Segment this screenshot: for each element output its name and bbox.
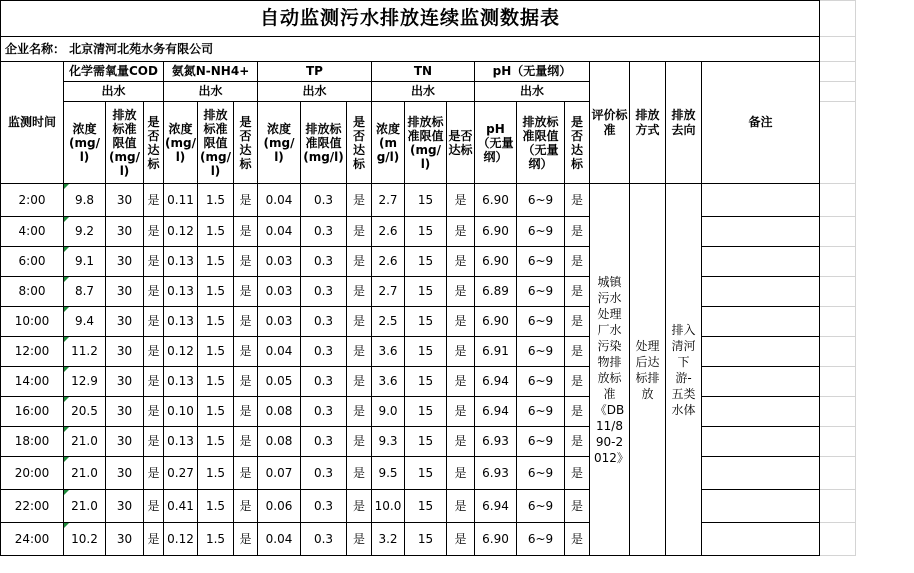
tn-limit-cell[interactable]: 15 bbox=[405, 307, 447, 337]
tp-comply-cell[interactable]: 是 bbox=[347, 457, 372, 490]
nh4-comply-cell[interactable]: 是 bbox=[234, 184, 258, 217]
remarks-cell[interactable] bbox=[702, 337, 820, 367]
tp-comply-cell[interactable]: 是 bbox=[347, 490, 372, 523]
cod-conc-cell[interactable]: 9.4 bbox=[64, 307, 106, 337]
subheader-nh4-comply: 是否达标 bbox=[234, 102, 258, 184]
table-row bbox=[1, 337, 856, 367]
tp-comply-cell[interactable]: 是 bbox=[347, 523, 372, 556]
cod-comply-cell[interactable]: 是 bbox=[144, 307, 164, 337]
tp-comply-cell[interactable]: 是 bbox=[347, 247, 372, 277]
outflow-label-tn: 出水 bbox=[372, 82, 475, 102]
nh4-comply-cell[interactable]: 是 bbox=[234, 337, 258, 367]
time-cell[interactable]: 24:00 bbox=[1, 523, 64, 556]
nh4-limit-cell[interactable]: 1.5 bbox=[198, 523, 234, 556]
tp-conc-cell[interactable]: 0.08 bbox=[258, 427, 301, 457]
nh4-limit-cell[interactable]: 1.5 bbox=[198, 367, 234, 397]
cod-conc-cell[interactable]: 12.9 bbox=[64, 367, 106, 397]
ph-value-cell[interactable]: 6.90 bbox=[475, 184, 517, 217]
ph-value-cell[interactable]: 6.94 bbox=[475, 367, 517, 397]
ph-comply-cell[interactable]: 是 bbox=[565, 490, 590, 523]
ph-comply-cell[interactable]: 是 bbox=[565, 367, 590, 397]
tn-comply-cell[interactable]: 是 bbox=[447, 217, 475, 247]
nh4-limit-cell[interactable]: 1.5 bbox=[198, 427, 234, 457]
nh4-conc-cell[interactable]: 0.13 bbox=[164, 247, 198, 277]
remarks-cell[interactable] bbox=[702, 490, 820, 523]
tp-limit-cell[interactable]: 0.3 bbox=[301, 457, 347, 490]
tp-comply-cell[interactable]: 是 bbox=[347, 277, 372, 307]
remarks-cell[interactable] bbox=[702, 307, 820, 337]
tn-comply-cell[interactable]: 是 bbox=[447, 367, 475, 397]
ph-value-cell[interactable]: 6.90 bbox=[475, 307, 517, 337]
time-cell[interactable]: 10:00 bbox=[1, 307, 64, 337]
cod-comply-cell[interactable]: 是 bbox=[144, 457, 164, 490]
tp-limit-cell[interactable]: 0.3 bbox=[301, 307, 347, 337]
table-row bbox=[1, 307, 856, 337]
nh4-conc-cell[interactable]: 0.13 bbox=[164, 427, 198, 457]
nh4-limit-cell[interactable]: 1.5 bbox=[198, 307, 234, 337]
nh4-comply-cell[interactable]: 是 bbox=[234, 277, 258, 307]
ph-limit-cell[interactable]: 6~9 bbox=[517, 523, 565, 556]
nh4-conc-cell[interactable]: 0.12 bbox=[164, 217, 198, 247]
ph-limit-cell[interactable]: 6~9 bbox=[517, 427, 565, 457]
grid-cell[interactable] bbox=[820, 277, 856, 307]
grid-cell[interactable] bbox=[820, 457, 856, 490]
tn-limit-cell[interactable]: 15 bbox=[405, 490, 447, 523]
company-name: 企业名称： 北京清河北苑水务有限公司 bbox=[1, 37, 820, 62]
tn-limit-cell[interactable]: 15 bbox=[405, 337, 447, 367]
tn-conc-cell[interactable]: 3.2 bbox=[372, 523, 405, 556]
tn-limit-cell[interactable]: 15 bbox=[405, 397, 447, 427]
tp-conc-cell[interactable]: 0.06 bbox=[258, 490, 301, 523]
cod-limit-cell[interactable]: 30 bbox=[106, 427, 144, 457]
ph-limit-cell[interactable]: 6~9 bbox=[517, 367, 565, 397]
cod-comply-cell[interactable]: 是 bbox=[144, 217, 164, 247]
tp-conc-cell[interactable]: 0.03 bbox=[258, 277, 301, 307]
time-cell[interactable]: 6:00 bbox=[1, 247, 64, 277]
grid-cell[interactable] bbox=[820, 37, 856, 62]
time-cell[interactable]: 18:00 bbox=[1, 427, 64, 457]
ph-comply-cell[interactable]: 是 bbox=[565, 247, 590, 277]
tp-limit-cell[interactable]: 0.3 bbox=[301, 277, 347, 307]
subheader-cod-limit: 排放标准限值(mg/l) bbox=[106, 102, 144, 184]
time-cell[interactable]: 2:00 bbox=[1, 184, 64, 217]
cod-conc-cell[interactable]: 8.7 bbox=[64, 277, 106, 307]
tp-limit-cell[interactable]: 0.3 bbox=[301, 397, 347, 427]
tn-limit-cell[interactable]: 15 bbox=[405, 184, 447, 217]
remarks-cell[interactable] bbox=[702, 247, 820, 277]
nh4-limit-cell[interactable]: 1.5 bbox=[198, 217, 234, 247]
cod-limit-cell[interactable]: 30 bbox=[106, 523, 144, 556]
ph-value-cell[interactable]: 6.93 bbox=[475, 427, 517, 457]
tn-comply-cell[interactable]: 是 bbox=[447, 247, 475, 277]
grid-cell[interactable] bbox=[820, 247, 856, 277]
ph-limit-cell[interactable]: 6~9 bbox=[517, 457, 565, 490]
cod-limit-cell[interactable]: 30 bbox=[106, 367, 144, 397]
cod-conc-cell[interactable]: 11.2 bbox=[64, 337, 106, 367]
tn-conc-cell[interactable]: 3.6 bbox=[372, 337, 405, 367]
time-cell[interactable]: 14:00 bbox=[1, 367, 64, 397]
grid-cell[interactable] bbox=[820, 184, 856, 217]
cod-conc-cell[interactable]: 9.2 bbox=[64, 217, 106, 247]
page-title: 自动监测污水排放连续监测数据表 bbox=[1, 1, 820, 37]
ph-value-cell[interactable]: 6.90 bbox=[475, 247, 517, 277]
grid-cell[interactable] bbox=[820, 490, 856, 523]
table-row bbox=[1, 427, 856, 457]
header-remarks: 备注 bbox=[702, 62, 820, 184]
table-row bbox=[1, 184, 856, 217]
tp-limit-cell[interactable]: 0.3 bbox=[301, 217, 347, 247]
tn-limit-cell[interactable]: 15 bbox=[405, 217, 447, 247]
time-cell[interactable]: 4:00 bbox=[1, 217, 64, 247]
ph-limit-cell[interactable]: 6~9 bbox=[517, 337, 565, 367]
cod-comply-cell[interactable]: 是 bbox=[144, 337, 164, 367]
remarks-cell[interactable] bbox=[702, 427, 820, 457]
grid-cell[interactable] bbox=[820, 523, 856, 556]
table-row bbox=[1, 457, 856, 490]
remarks-cell[interactable] bbox=[702, 277, 820, 307]
nh4-limit-cell[interactable]: 1.5 bbox=[198, 277, 234, 307]
time-cell[interactable]: 20:00 bbox=[1, 457, 64, 490]
ph-comply-cell[interactable]: 是 bbox=[565, 427, 590, 457]
cod-conc-cell[interactable]: 21.0 bbox=[64, 427, 106, 457]
tp-comply-cell[interactable]: 是 bbox=[347, 427, 372, 457]
nh4-conc-cell[interactable]: 0.41 bbox=[164, 490, 198, 523]
tn-conc-cell[interactable]: 2.5 bbox=[372, 307, 405, 337]
ph-comply-cell[interactable]: 是 bbox=[565, 457, 590, 490]
subheader-tp-limit: 排放标准限值(mg/l) bbox=[301, 102, 347, 184]
tn-limit-cell[interactable]: 15 bbox=[405, 277, 447, 307]
header-nh4: 氨氮N-NH4+ bbox=[164, 62, 258, 82]
time-cell[interactable]: 8:00 bbox=[1, 277, 64, 307]
nh4-conc-cell[interactable]: 0.11 bbox=[164, 184, 198, 217]
discharge-to-cell[interactable]: 排入清河下游-五类水体 bbox=[666, 184, 702, 556]
nh4-limit-cell[interactable]: 1.5 bbox=[198, 457, 234, 490]
tn-comply-cell[interactable]: 是 bbox=[447, 184, 475, 217]
outflow-label-tp: 出水 bbox=[258, 82, 372, 102]
subheader-tn-limit: 排放标准限值(mg/l) bbox=[405, 102, 447, 184]
tp-conc-cell[interactable]: 0.04 bbox=[258, 217, 301, 247]
remarks-cell[interactable] bbox=[702, 457, 820, 490]
cod-limit-cell[interactable]: 30 bbox=[106, 337, 144, 367]
outflow-label-ph: 出水 bbox=[475, 82, 590, 102]
nh4-comply-cell[interactable]: 是 bbox=[234, 457, 258, 490]
table-row bbox=[1, 217, 856, 247]
nh4-conc-cell[interactable]: 0.13 bbox=[164, 367, 198, 397]
subheader-tn-comply: 是否达标 bbox=[447, 102, 475, 184]
nh4-comply-cell[interactable]: 是 bbox=[234, 490, 258, 523]
tn-conc-cell[interactable]: 3.6 bbox=[372, 367, 405, 397]
cod-comply-cell[interactable]: 是 bbox=[144, 247, 164, 277]
cod-limit-cell[interactable]: 30 bbox=[106, 307, 144, 337]
nh4-conc-cell[interactable]: 0.13 bbox=[164, 307, 198, 337]
grid-cell[interactable] bbox=[820, 427, 856, 457]
tp-limit-cell[interactable]: 0.3 bbox=[301, 427, 347, 457]
time-cell[interactable]: 12:00 bbox=[1, 337, 64, 367]
tp-conc-cell[interactable]: 0.04 bbox=[258, 337, 301, 367]
cod-comply-cell[interactable]: 是 bbox=[144, 367, 164, 397]
tp-comply-cell[interactable]: 是 bbox=[347, 367, 372, 397]
ph-value-cell[interactable]: 6.90 bbox=[475, 523, 517, 556]
cod-comply-cell[interactable]: 是 bbox=[144, 523, 164, 556]
cod-comply-cell[interactable]: 是 bbox=[144, 277, 164, 307]
tp-conc-cell[interactable]: 0.03 bbox=[258, 247, 301, 277]
tn-conc-cell[interactable]: 9.0 bbox=[372, 397, 405, 427]
time-cell[interactable]: 22:00 bbox=[1, 490, 64, 523]
ph-value-cell[interactable]: 6.91 bbox=[475, 337, 517, 367]
tp-limit-cell[interactable]: 0.3 bbox=[301, 337, 347, 367]
ph-comply-cell[interactable]: 是 bbox=[565, 523, 590, 556]
subheader-nh4-conc: 浓度(mg/l) bbox=[164, 102, 198, 184]
header-discharge-to: 排放去向 bbox=[666, 62, 702, 184]
discharge-method-cell[interactable]: 处理后达标排放 bbox=[630, 184, 666, 556]
nh4-comply-cell[interactable]: 是 bbox=[234, 523, 258, 556]
nh4-conc-cell[interactable]: 0.27 bbox=[164, 457, 198, 490]
tp-comply-cell[interactable]: 是 bbox=[347, 307, 372, 337]
cod-conc-cell[interactable]: 10.2 bbox=[64, 523, 106, 556]
header-cod: 化学需氧量COD bbox=[64, 62, 164, 82]
cod-limit-cell[interactable]: 30 bbox=[106, 277, 144, 307]
grid-cell[interactable] bbox=[820, 367, 856, 397]
ph-comply-cell[interactable]: 是 bbox=[565, 307, 590, 337]
cod-limit-cell[interactable]: 30 bbox=[106, 490, 144, 523]
tp-limit-cell[interactable]: 0.3 bbox=[301, 247, 347, 277]
cod-limit-cell[interactable]: 30 bbox=[106, 457, 144, 490]
header-tp: TP bbox=[258, 62, 372, 82]
grid-cell[interactable] bbox=[820, 217, 856, 247]
cod-comply-cell[interactable]: 是 bbox=[144, 490, 164, 523]
table-row bbox=[1, 397, 856, 427]
table-row bbox=[1, 247, 856, 277]
cod-limit-cell[interactable]: 30 bbox=[106, 397, 144, 427]
outflow-label-cod: 出水 bbox=[64, 82, 164, 102]
tp-conc-cell[interactable]: 0.04 bbox=[258, 184, 301, 217]
subheader-cod-conc: 浓度(mg/l) bbox=[64, 102, 106, 184]
tn-conc-cell[interactable]: 10.0 bbox=[372, 490, 405, 523]
ph-comply-cell[interactable]: 是 bbox=[565, 337, 590, 367]
cod-comply-cell[interactable]: 是 bbox=[144, 397, 164, 427]
tn-limit-cell[interactable]: 15 bbox=[405, 367, 447, 397]
cod-conc-cell[interactable]: 20.5 bbox=[64, 397, 106, 427]
nh4-conc-cell[interactable]: 0.10 bbox=[164, 397, 198, 427]
tp-conc-cell[interactable]: 0.03 bbox=[258, 307, 301, 337]
cod-conc-cell[interactable]: 9.8 bbox=[64, 184, 106, 217]
time-cell[interactable]: 16:00 bbox=[1, 397, 64, 427]
ph-value-cell[interactable]: 6.94 bbox=[475, 490, 517, 523]
subheader-ph-comply: 是否达标 bbox=[565, 102, 590, 184]
header-eval-standard: 评价标准 bbox=[590, 62, 630, 184]
nh4-limit-cell[interactable]: 1.5 bbox=[198, 337, 234, 367]
grid-cell[interactable] bbox=[820, 62, 856, 82]
cod-conc-cell[interactable]: 9.1 bbox=[64, 247, 106, 277]
tn-conc-cell[interactable]: 2.6 bbox=[372, 247, 405, 277]
tn-comply-cell[interactable]: 是 bbox=[447, 397, 475, 427]
cod-limit-cell[interactable]: 30 bbox=[106, 217, 144, 247]
ph-value-cell[interactable]: 6.93 bbox=[475, 457, 517, 490]
table-row bbox=[1, 367, 856, 397]
header-discharge-method: 排放方式 bbox=[630, 62, 666, 184]
table-row bbox=[1, 523, 856, 556]
ph-limit-cell[interactable]: 6~9 bbox=[517, 247, 565, 277]
subheader-ph-limit: 排放标准限值（无量纲） bbox=[517, 102, 565, 184]
subheader-tp-conc: 浓度(mg/l) bbox=[258, 102, 301, 184]
grid-cell[interactable] bbox=[820, 307, 856, 337]
remarks-cell[interactable] bbox=[702, 523, 820, 556]
subheader-cod-comply: 是否达标 bbox=[144, 102, 164, 184]
subheader-tp-comply: 是否达标 bbox=[347, 102, 372, 184]
tp-comply-cell[interactable]: 是 bbox=[347, 337, 372, 367]
tn-limit-cell[interactable]: 15 bbox=[405, 427, 447, 457]
tp-conc-cell[interactable]: 0.05 bbox=[258, 367, 301, 397]
grid-cell[interactable] bbox=[820, 82, 856, 102]
nh4-limit-cell[interactable]: 1.5 bbox=[198, 184, 234, 217]
nh4-comply-cell[interactable]: 是 bbox=[234, 427, 258, 457]
table-row bbox=[1, 490, 856, 523]
tn-conc-cell[interactable]: 2.7 bbox=[372, 277, 405, 307]
nh4-comply-cell[interactable]: 是 bbox=[234, 367, 258, 397]
tn-conc-cell[interactable]: 9.5 bbox=[372, 457, 405, 490]
ph-comply-cell[interactable]: 是 bbox=[565, 184, 590, 217]
tn-comply-cell[interactable]: 是 bbox=[447, 490, 475, 523]
ph-comply-cell[interactable]: 是 bbox=[565, 217, 590, 247]
ph-value-cell[interactable]: 6.94 bbox=[475, 397, 517, 427]
subheader-tn-conc: 浓度(mg/l) bbox=[372, 102, 405, 184]
grid-cell[interactable] bbox=[820, 1, 856, 37]
outflow-label-nh4: 出水 bbox=[164, 82, 258, 102]
tn-conc-cell[interactable]: 9.3 bbox=[372, 427, 405, 457]
tp-conc-cell[interactable]: 0.04 bbox=[258, 523, 301, 556]
header-ph: pH（无量纲） bbox=[475, 62, 590, 82]
remarks-cell[interactable] bbox=[702, 217, 820, 247]
cod-comply-cell[interactable]: 是 bbox=[144, 427, 164, 457]
ph-limit-cell[interactable]: 6~9 bbox=[517, 184, 565, 217]
tn-conc-cell[interactable]: 2.7 bbox=[372, 184, 405, 217]
cod-limit-cell[interactable]: 30 bbox=[106, 247, 144, 277]
tp-conc-cell[interactable]: 0.08 bbox=[258, 397, 301, 427]
cod-limit-cell[interactable]: 30 bbox=[106, 184, 144, 217]
remarks-cell[interactable] bbox=[702, 184, 820, 217]
tn-limit-cell[interactable]: 15 bbox=[405, 523, 447, 556]
tp-limit-cell[interactable]: 0.3 bbox=[301, 490, 347, 523]
tp-comply-cell[interactable]: 是 bbox=[347, 397, 372, 427]
ph-limit-cell[interactable]: 6~9 bbox=[517, 490, 565, 523]
ph-limit-cell[interactable]: 6~9 bbox=[517, 307, 565, 337]
cod-comply-cell[interactable]: 是 bbox=[144, 184, 164, 217]
tp-comply-cell[interactable]: 是 bbox=[347, 217, 372, 247]
tn-comply-cell[interactable]: 是 bbox=[447, 427, 475, 457]
remarks-cell[interactable] bbox=[702, 397, 820, 427]
tp-limit-cell[interactable]: 0.3 bbox=[301, 367, 347, 397]
subheader-ph-value: pH（无量纲） bbox=[475, 102, 517, 184]
tn-comply-cell[interactable]: 是 bbox=[447, 457, 475, 490]
grid-cell[interactable] bbox=[820, 397, 856, 427]
tp-limit-cell[interactable]: 0.3 bbox=[301, 523, 347, 556]
tn-limit-cell[interactable]: 15 bbox=[405, 247, 447, 277]
tn-comply-cell[interactable]: 是 bbox=[447, 307, 475, 337]
nh4-comply-cell[interactable]: 是 bbox=[234, 247, 258, 277]
remarks-cell[interactable] bbox=[702, 367, 820, 397]
tn-comply-cell[interactable]: 是 bbox=[447, 277, 475, 307]
nh4-comply-cell[interactable]: 是 bbox=[234, 307, 258, 337]
nh4-limit-cell[interactable]: 1.5 bbox=[198, 490, 234, 523]
tn-limit-cell[interactable]: 15 bbox=[405, 457, 447, 490]
tn-conc-cell[interactable]: 2.6 bbox=[372, 217, 405, 247]
nh4-conc-cell[interactable]: 0.12 bbox=[164, 523, 198, 556]
tp-conc-cell[interactable]: 0.07 bbox=[258, 457, 301, 490]
tp-limit-cell[interactable]: 0.3 bbox=[301, 184, 347, 217]
cod-conc-cell[interactable]: 21.0 bbox=[64, 457, 106, 490]
header-tn: TN bbox=[372, 62, 475, 82]
nh4-limit-cell[interactable]: 1.5 bbox=[198, 247, 234, 277]
tn-comply-cell[interactable]: 是 bbox=[447, 523, 475, 556]
grid-cell[interactable] bbox=[820, 102, 856, 184]
ph-value-cell[interactable]: 6.90 bbox=[475, 217, 517, 247]
subheader-nh4-limit: 排放标准限值(mg/l) bbox=[198, 102, 234, 184]
table-row bbox=[1, 277, 856, 307]
ph-limit-cell[interactable]: 6~9 bbox=[517, 397, 565, 427]
nh4-comply-cell[interactable]: 是 bbox=[234, 397, 258, 427]
tp-comply-cell[interactable]: 是 bbox=[347, 184, 372, 217]
ph-limit-cell[interactable]: 6~9 bbox=[517, 277, 565, 307]
header-monitoring-time: 监测时间 bbox=[1, 62, 64, 184]
cod-conc-cell[interactable]: 21.0 bbox=[64, 490, 106, 523]
nh4-conc-cell[interactable]: 0.12 bbox=[164, 337, 198, 367]
ph-comply-cell[interactable]: 是 bbox=[565, 397, 590, 427]
ph-comply-cell[interactable]: 是 bbox=[565, 277, 590, 307]
ph-limit-cell[interactable]: 6~9 bbox=[517, 217, 565, 247]
nh4-comply-cell[interactable]: 是 bbox=[234, 217, 258, 247]
ph-value-cell[interactable]: 6.89 bbox=[475, 277, 517, 307]
grid-cell[interactable] bbox=[820, 337, 856, 367]
nh4-limit-cell[interactable]: 1.5 bbox=[198, 397, 234, 427]
eval-standard-cell[interactable]: 城镇污水处理厂水污染物排放标准《DB11/890-2012》 bbox=[590, 184, 630, 556]
tn-comply-cell[interactable]: 是 bbox=[447, 337, 475, 367]
nh4-conc-cell[interactable]: 0.13 bbox=[164, 277, 198, 307]
